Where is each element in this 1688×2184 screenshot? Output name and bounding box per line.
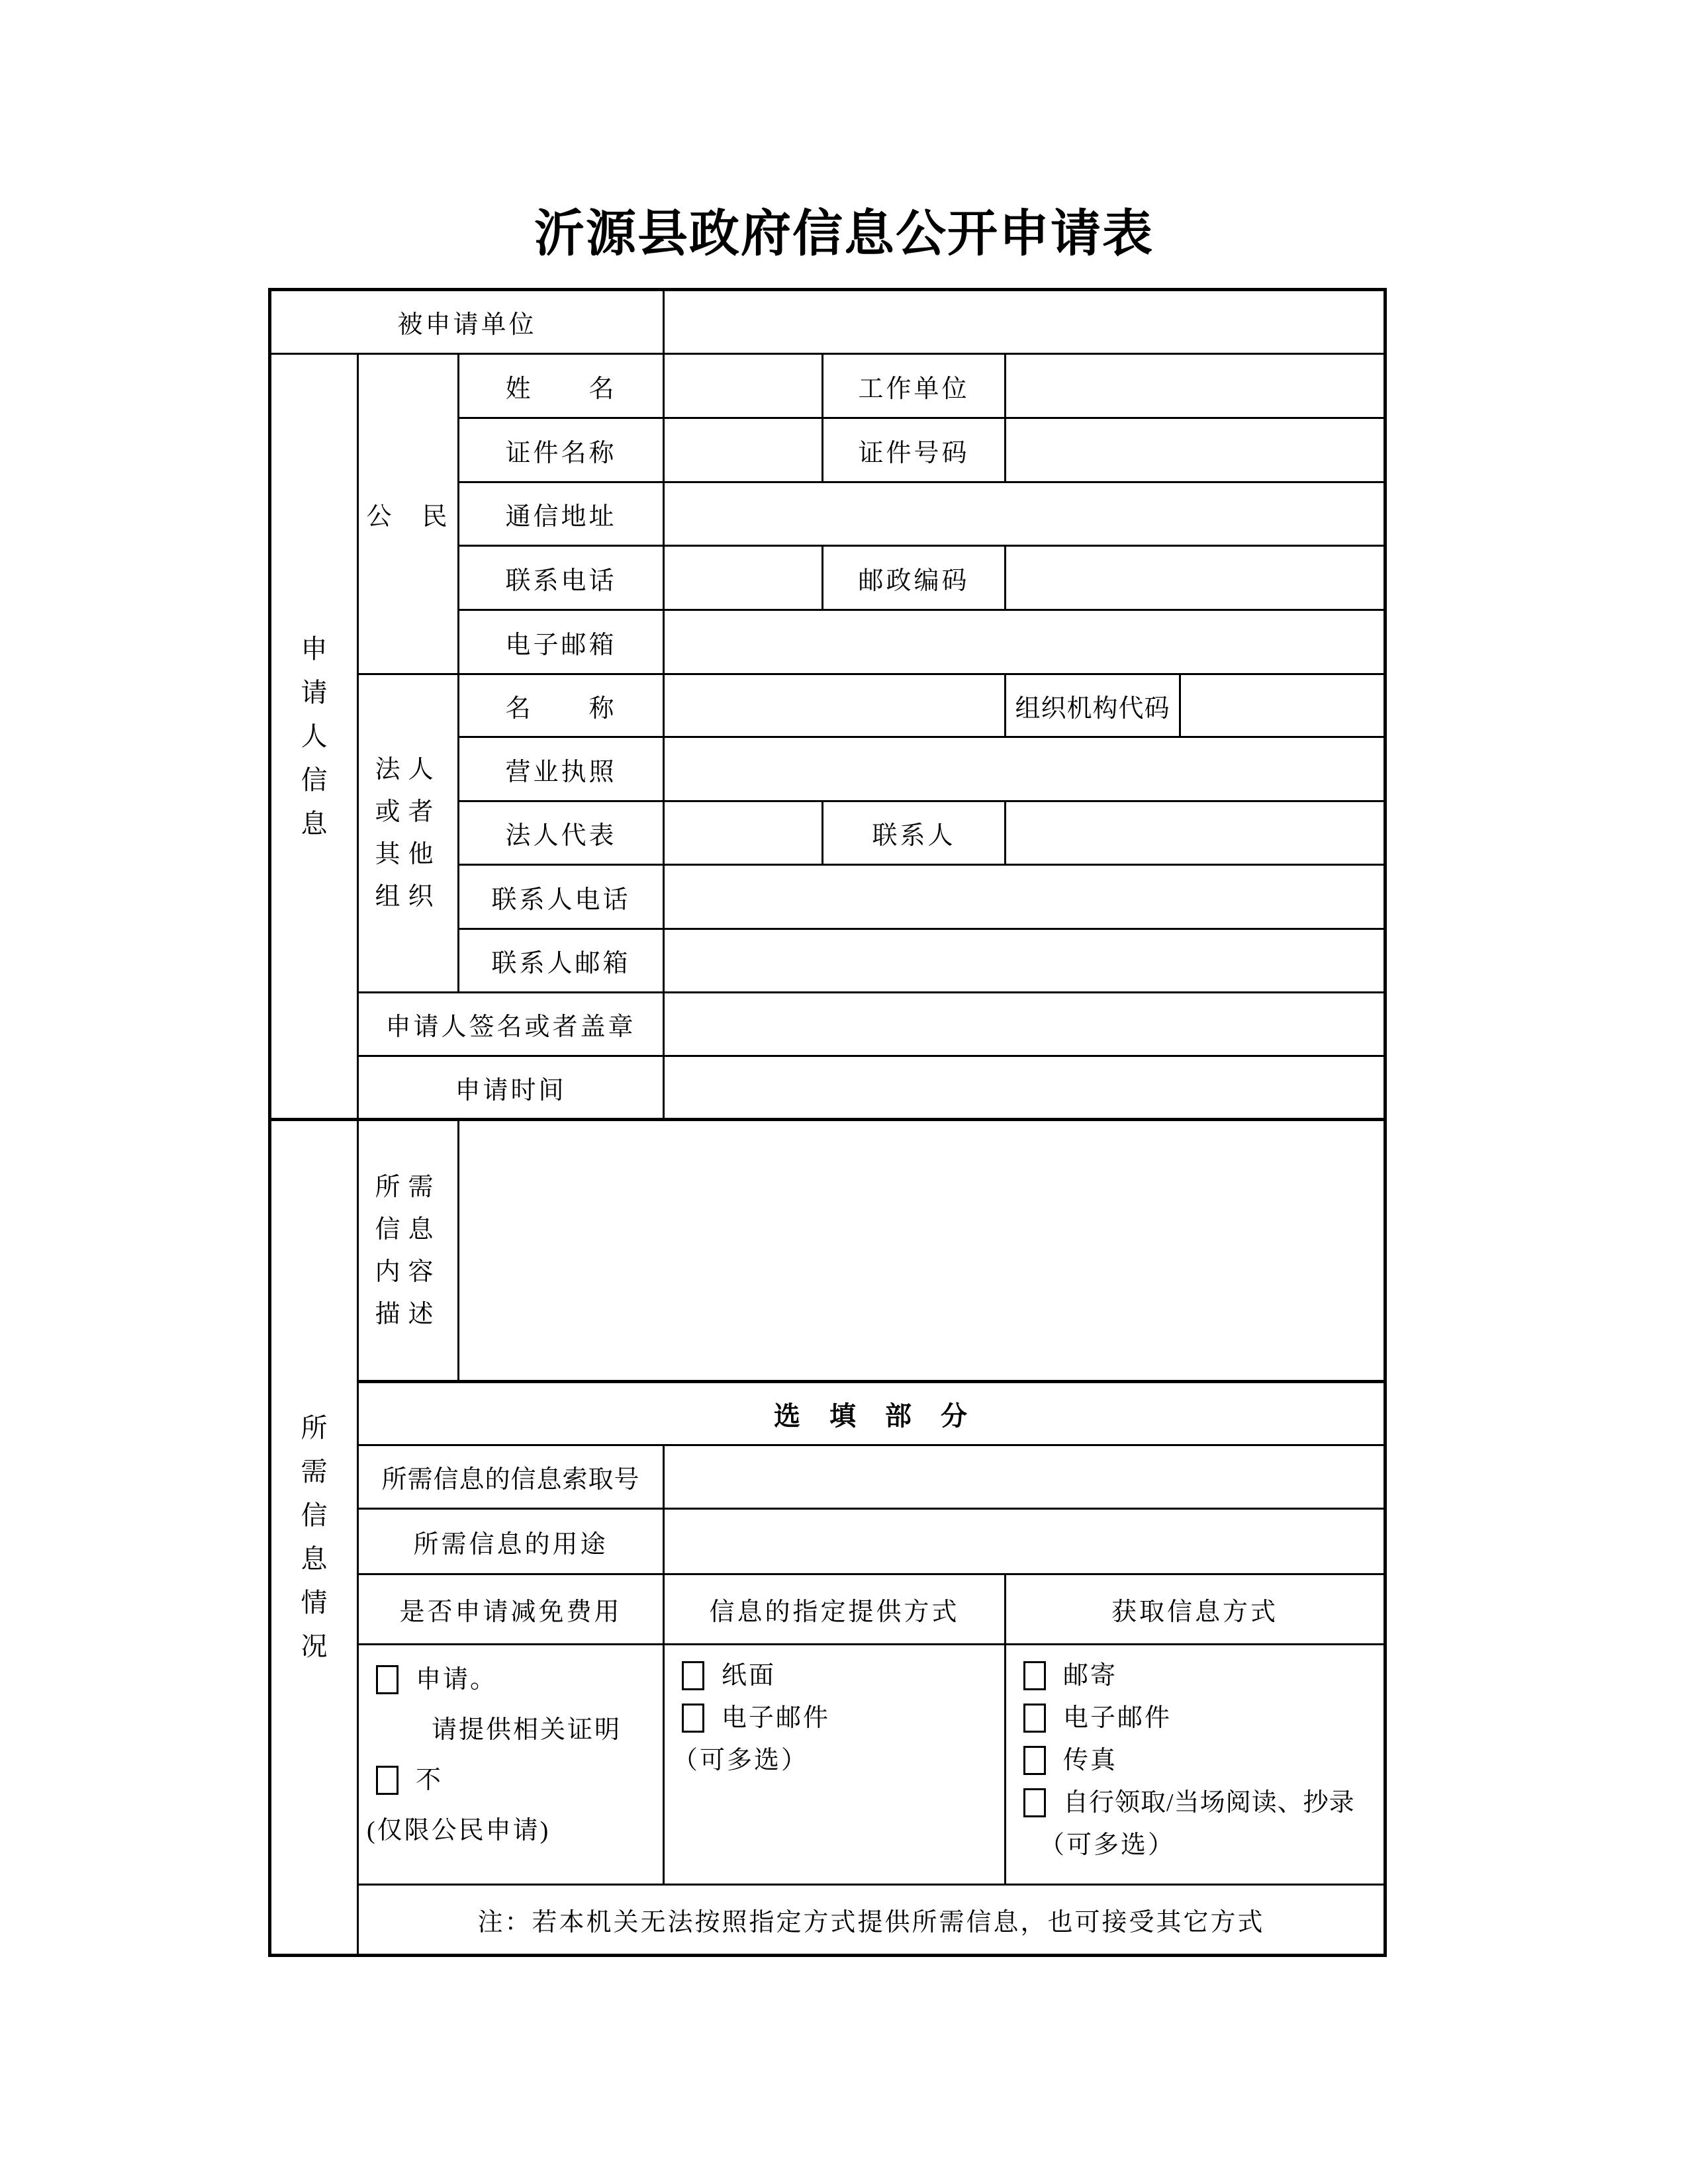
- license-label: 营业执照: [459, 737, 664, 801]
- requested-unit-label: 被申请单位: [270, 290, 664, 354]
- org-name-label: 名 称: [459, 674, 664, 737]
- contact-input[interactable]: [1006, 801, 1385, 865]
- obtain-mail-option[interactable]: 邮寄: [1023, 1655, 1377, 1697]
- address-input[interactable]: [664, 482, 1385, 546]
- signature-input[interactable]: [664, 993, 1385, 1056]
- purpose-label: 所需信息的用途: [358, 1509, 664, 1574]
- checkbox-fax-icon[interactable]: [1023, 1746, 1046, 1775]
- contact-email-label: 联系人邮箱: [459, 929, 664, 993]
- address-label: 通信地址: [459, 482, 664, 546]
- cert-name-input[interactable]: [664, 418, 823, 482]
- contact-phone-label: 联系人电话: [459, 865, 664, 929]
- fee-no-option[interactable]: 不: [376, 1755, 656, 1805]
- postcode-label: 邮政编码: [823, 546, 1006, 610]
- provide-method-options: [664, 1645, 1006, 1885]
- provide-method-header: 信息的指定提供方式: [664, 1574, 1006, 1645]
- obtain-method-header: 获取信息方式: [1006, 1574, 1385, 1645]
- apply-time-label: 申请时间: [358, 1056, 664, 1120]
- index-no-input[interactable]: [664, 1445, 1385, 1509]
- cert-name-label: 证件名称: [459, 418, 664, 482]
- postcode-input[interactable]: [1006, 546, 1385, 610]
- footer-note: 注：若本机关无法按照指定方式提供所需信息，也可接受其它方式: [358, 1885, 1385, 1956]
- fee-reduction-options: [358, 1645, 664, 1885]
- obtain-fax-option[interactable]: 传真: [1023, 1739, 1377, 1782]
- contact-email-input[interactable]: [664, 929, 1385, 993]
- fee-apply-option[interactable]: 申请。: [376, 1655, 656, 1705]
- cert-no-label: 证件号码: [823, 418, 1006, 482]
- checkbox-fee-no-icon[interactable]: [376, 1766, 399, 1795]
- fee-reduction-header: 是否申请减免费用: [358, 1574, 664, 1645]
- optional-section-header: 选 填 部 分: [358, 1382, 1385, 1445]
- applicant-section-label: 申 请 人 信 息: [270, 354, 358, 1120]
- cert-no-input[interactable]: [1006, 418, 1385, 482]
- obtain-multi-note: （可多选）: [1039, 1831, 1176, 1859]
- org-name-input[interactable]: [664, 674, 1006, 737]
- checkbox-mail-icon[interactable]: [1023, 1661, 1046, 1690]
- org-code-label: 组织机构代码: [1006, 674, 1180, 737]
- license-input[interactable]: [664, 737, 1385, 801]
- work-unit-label: 工作单位: [823, 354, 1006, 418]
- form-title: 沂源县政府信息公开申请表: [534, 206, 1154, 262]
- phone-label: 联系电话: [459, 546, 664, 610]
- obtain-self-option[interactable]: 自行领取/当场阅读、抄录: [1023, 1782, 1377, 1824]
- purpose-input[interactable]: [664, 1509, 1385, 1574]
- checkbox-paper-icon[interactable]: [682, 1661, 704, 1690]
- required-info-section-label: 所 需 信 息 情 况: [270, 1120, 358, 1956]
- checkbox-provide-email-icon[interactable]: [682, 1704, 704, 1733]
- legal-rep-label: 法人代表: [459, 801, 664, 865]
- index-no-label: 所需信息的信息索取号: [358, 1445, 664, 1509]
- checkbox-obtain-email-icon[interactable]: [1023, 1704, 1046, 1733]
- apply-time-input[interactable]: [664, 1056, 1385, 1120]
- legal-rep-input[interactable]: [664, 801, 823, 865]
- citizen-group-label: 公 民: [358, 354, 459, 674]
- name-input[interactable]: [664, 354, 823, 418]
- email-input[interactable]: [664, 610, 1385, 674]
- contact-phone-input[interactable]: [664, 865, 1385, 929]
- email-label: 电子邮箱: [459, 610, 664, 674]
- application-form-table: [268, 288, 1387, 1957]
- legal-entity-group-label: 法人 或者 其他 组织: [358, 674, 459, 993]
- name-label: 姓 名: [459, 354, 664, 418]
- contact-label: 联系人: [823, 801, 1006, 865]
- requested-unit-input[interactable]: [664, 290, 1385, 354]
- checkbox-fee-apply-icon[interactable]: [376, 1665, 399, 1694]
- description-label: 所需 信息 内容 描述: [358, 1120, 459, 1382]
- work-unit-input[interactable]: [1006, 354, 1385, 418]
- description-input[interactable]: [459, 1120, 1385, 1382]
- phone-input[interactable]: [664, 546, 823, 610]
- fee-apply-note: 请提供相关证明: [432, 1716, 622, 1744]
- provide-email-option[interactable]: 电子邮件: [682, 1697, 998, 1739]
- obtain-method-options: [1006, 1645, 1385, 1885]
- checkbox-self-pickup-icon[interactable]: [1023, 1788, 1046, 1817]
- org-code-input[interactable]: [1180, 674, 1385, 737]
- obtain-email-option[interactable]: 电子邮件: [1023, 1697, 1377, 1739]
- fee-limit-note: (仅限公民申请): [367, 1817, 551, 1844]
- signature-label: 申请人签名或者盖章: [358, 993, 664, 1056]
- provide-multi-note: （可多选）: [673, 1747, 809, 1774]
- provide-paper-option[interactable]: 纸面: [682, 1655, 998, 1697]
